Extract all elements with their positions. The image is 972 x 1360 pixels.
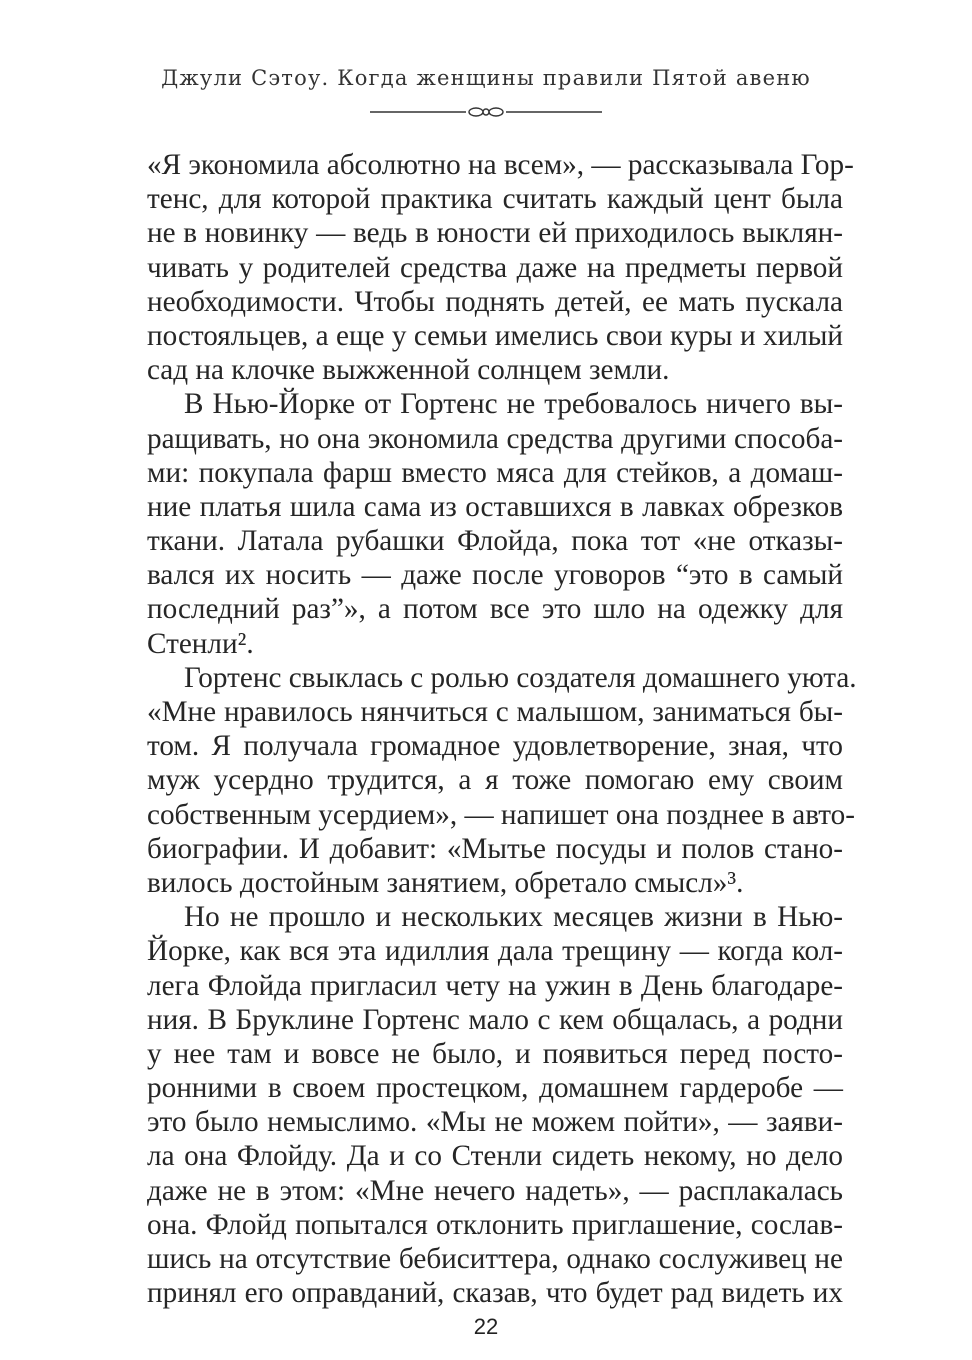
text-line: ращивать, но она экономила средства другими способа-: [147, 422, 843, 455]
text-line: Гортенс свыклась с ролью создателя домашнего уюта.: [184, 661, 857, 694]
text-line: ние платья шила сама из оставшихся в лавках обрезков: [147, 490, 843, 523]
text-line: «Мне нравилось нянчиться с малышом, заниматься бы-: [147, 696, 843, 728]
text-line: вилось достойным занятием, обретало смысл»³.: [147, 866, 744, 899]
text-line: даже не в этом: «Мне нечего надеть», — расплакалась: [147, 1174, 843, 1207]
text-line: принял его оправданий, сказав, что будет рад видеть их: [147, 1277, 843, 1310]
text-line: В Нью-Йорке от Гортенс не требовалось ничего вы-: [184, 388, 843, 421]
page-number: 22: [473, 1314, 499, 1339]
text-line: Но не прошло и нескольких месяцев жизни в Нью-: [184, 901, 843, 934]
text-line: постояльцев, а еще у семьи имелись свои куры и хилый: [147, 319, 843, 352]
text-line: «Я экономила абсолютно на всем», — рассказывала Гор-: [147, 149, 854, 181]
header-ornament: [370, 103, 602, 121]
text-line: муж усердно трудится, а я тоже помогаю ему своим: [147, 764, 843, 797]
text-line: это было немыслимо. «Мы не можем пойти», — заяви-: [147, 1106, 843, 1139]
text-line: Стенли².: [147, 627, 254, 660]
text-line: Йорке, как вся эта идиллия дала трещину — когда кол-: [147, 935, 843, 968]
text-line: ния. В Бруклине Гортенс мало с кем общалась, а родни: [147, 1003, 843, 1036]
text-line: последний раз”», а потом все это шло на одежку для: [147, 593, 843, 626]
text-line: не в новинку — ведь в юности ей приходилось выклян-: [147, 217, 843, 250]
text-line: ткани. Латала рубашки Флойда, пока тот «не отказы-: [147, 525, 843, 558]
body-text: [147, 148, 857, 1310]
text-line: ми: покупала фарш вместо мяса для стейков, а домаш-: [147, 456, 843, 489]
text-line: необходимости. Чтобы поднять детей, ее мать пускала: [147, 285, 843, 318]
text-line: шись на отсутствие бебиситтера, однако сослуживец не: [147, 1243, 843, 1275]
text-line: вался их носить — даже после уговоров “это в самый: [147, 559, 843, 592]
text-line: лега Флойда пригласил чету на ужин в День благодаре-: [147, 969, 843, 1002]
text-line: тенс, для которой практика считать каждый цент была: [147, 183, 843, 216]
text-line: том. Я получала громадное удовлетворение, зная, что: [147, 730, 843, 763]
text-line: ронними в своем простецком, домашнем гардеробе —: [147, 1072, 843, 1105]
text-line: сад на клочке выжженной солнцем земли.: [147, 354, 670, 387]
text-line: ла она Флойду. Да и со Стенли сидеть некому, но дело: [147, 1140, 843, 1173]
text-line: собственным усердием», — напишет она позднее в авто-: [147, 798, 855, 831]
text-line: она. Флойд попытался отклонить приглашение, сослав-: [147, 1208, 843, 1241]
text-line: биографии. И добавит: «Мытье посуды и полов стано-: [147, 832, 843, 865]
text-line: у нее там и вовсе не было, и появиться перед посто-: [147, 1037, 843, 1070]
text-line: чивать у родителей средства даже на предметы первой: [147, 251, 843, 284]
running-head-title: Джули Сэтоу. Когда женщины правили Пятой авеню: [161, 66, 811, 90]
